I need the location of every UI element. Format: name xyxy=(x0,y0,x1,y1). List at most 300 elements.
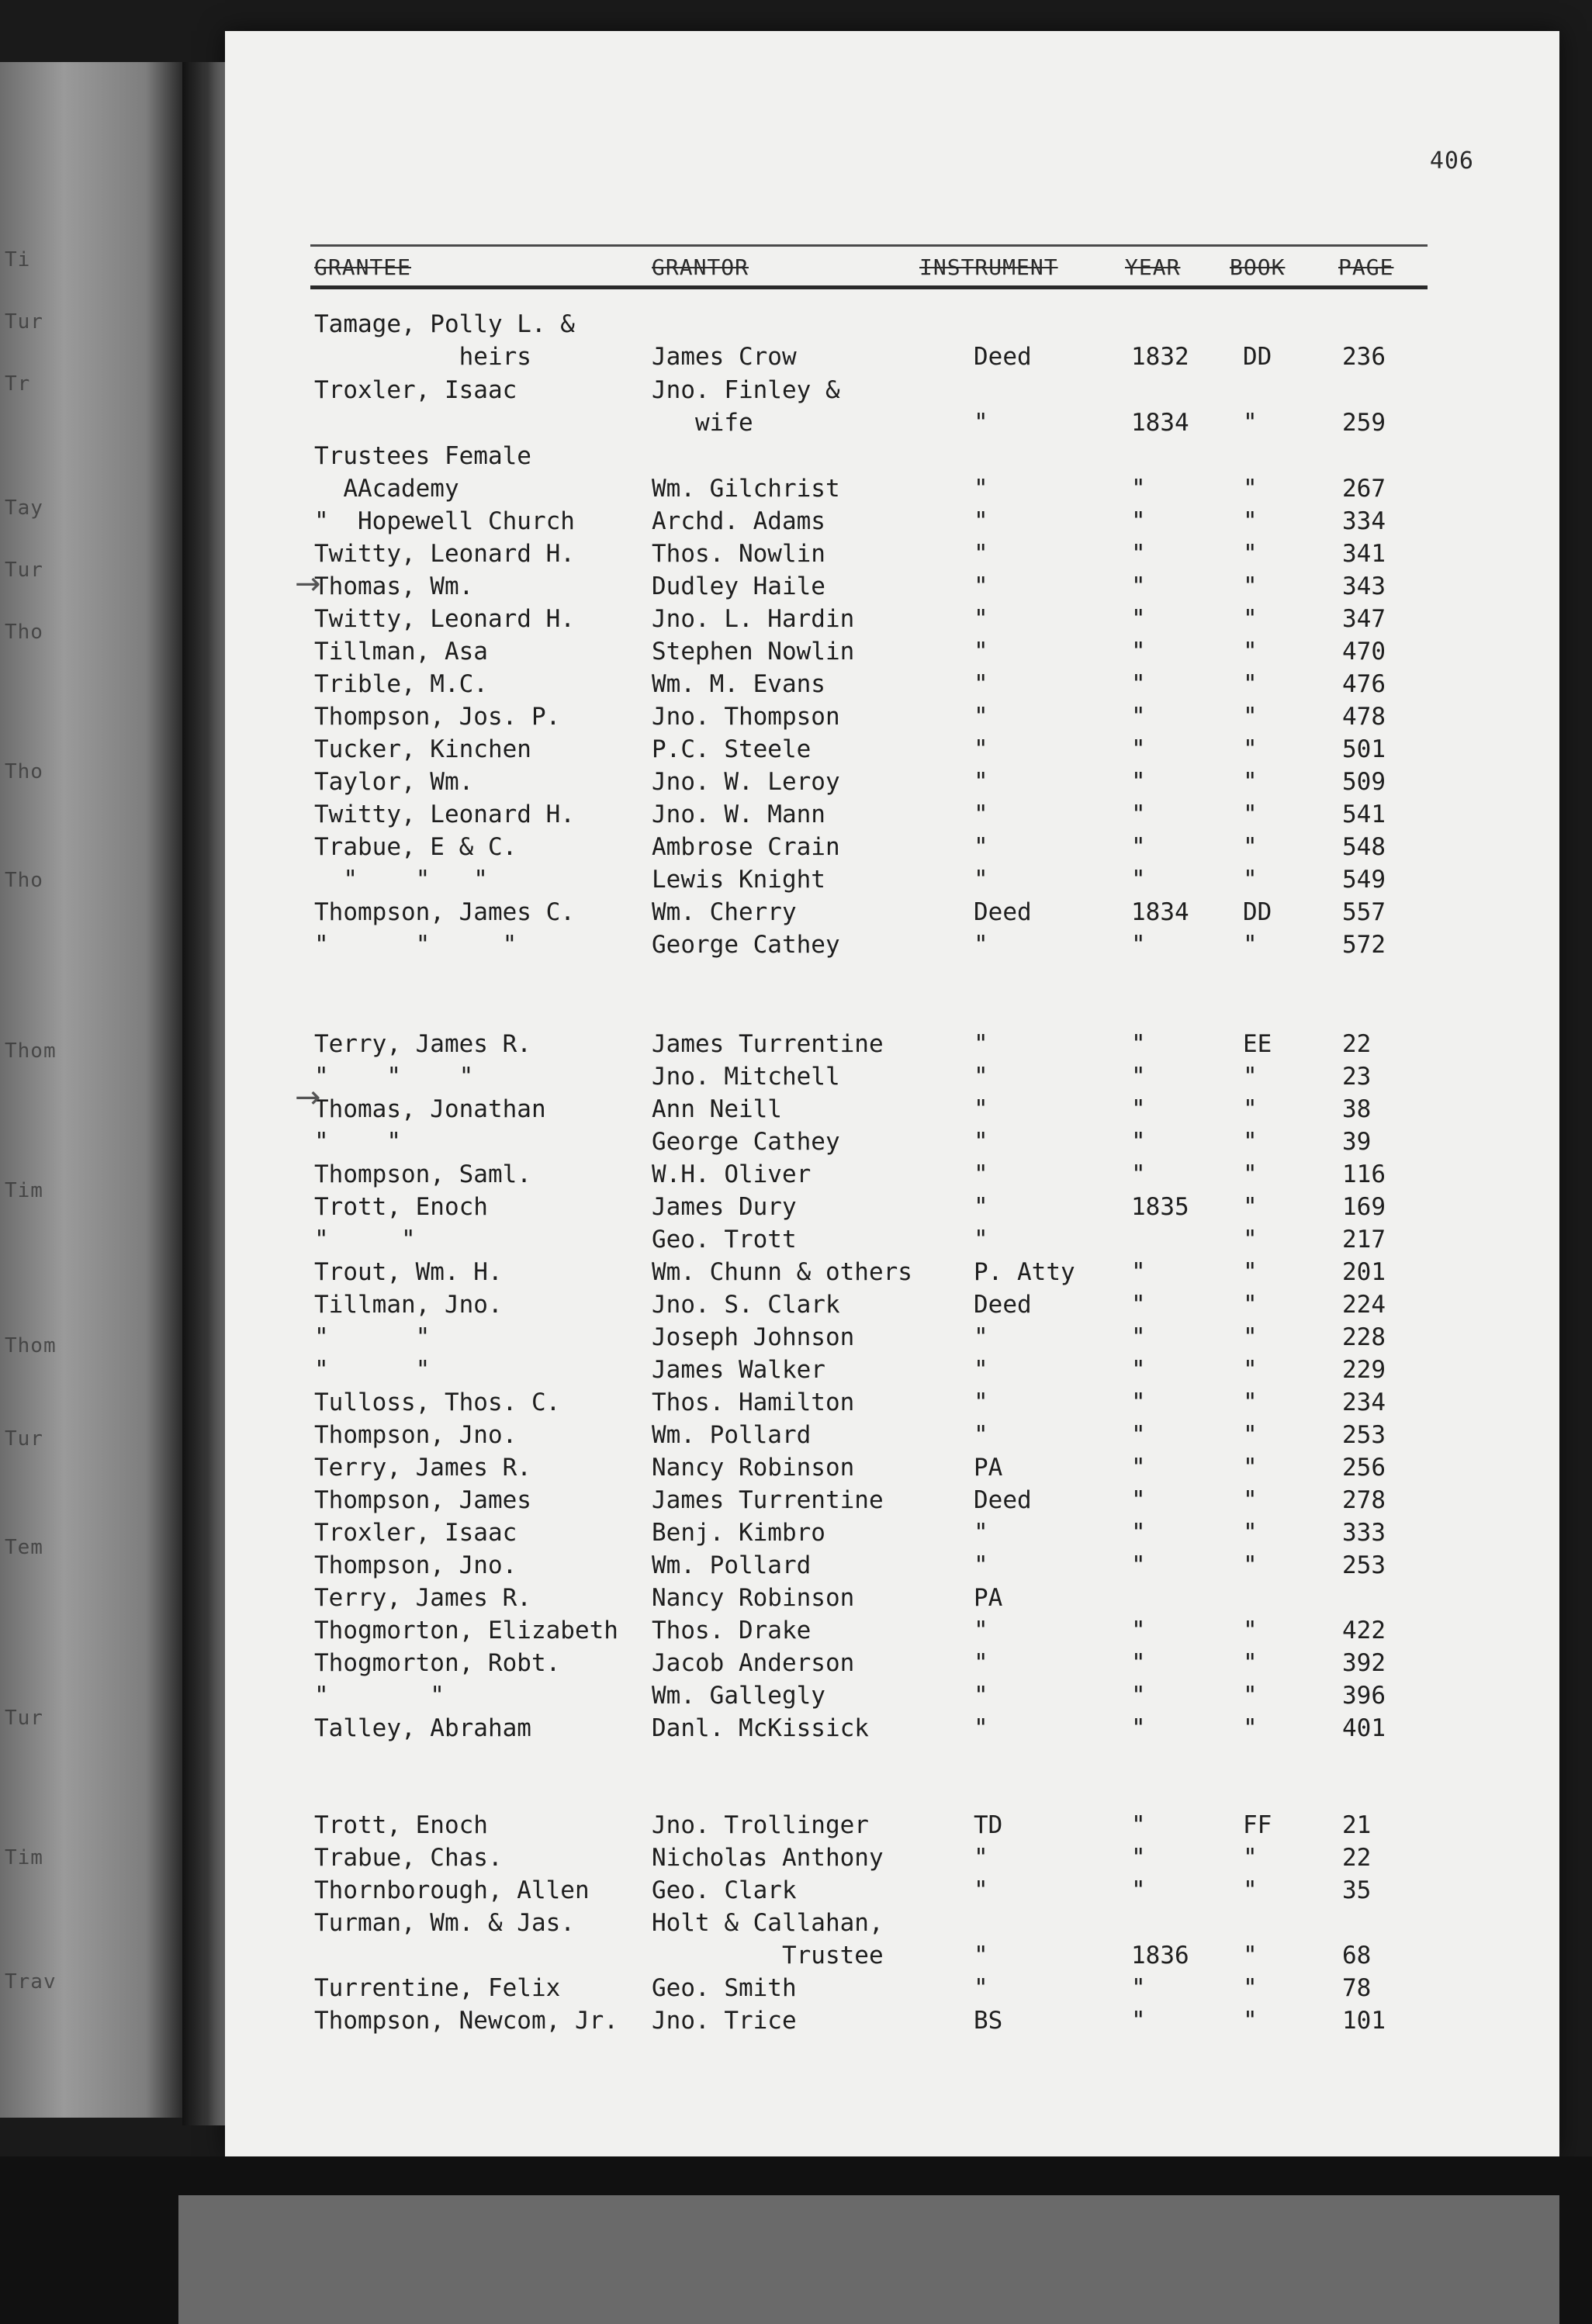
table-row xyxy=(225,670,1559,703)
book-cell: " xyxy=(1243,1876,1258,1904)
year-cell: " xyxy=(1131,1519,1146,1547)
instrument-cell: " xyxy=(974,1193,988,1221)
grantee-cell: " Hopewell Church xyxy=(314,507,575,535)
instrument-cell: " xyxy=(974,540,988,568)
lower-page-strip xyxy=(178,2195,1559,2324)
grantor-cell: Ambrose Crain xyxy=(652,833,840,861)
instrument-cell: " xyxy=(974,572,988,600)
year-cell: " xyxy=(1131,1486,1146,1514)
grantor-cell: Thos. Nowlin xyxy=(652,540,825,568)
year-cell: " xyxy=(1131,1844,1146,1872)
year-cell: " xyxy=(1131,866,1146,894)
grantee-cell: Turman, Wm. & Jas. xyxy=(314,1909,575,1937)
table-row xyxy=(225,1258,1559,1291)
table-row xyxy=(225,1226,1559,1258)
table-row xyxy=(225,1844,1559,1876)
year-cell: " xyxy=(1131,638,1146,666)
table-row xyxy=(225,768,1559,801)
grantor-cell: Wm. Gilchrist xyxy=(652,475,840,503)
instrument-cell: " xyxy=(974,1649,988,1677)
table-row xyxy=(225,540,1559,572)
page-cell: 557 xyxy=(1342,898,1386,926)
year-cell: 1835 xyxy=(1131,1193,1189,1221)
year-cell: 1834 xyxy=(1131,898,1189,926)
grantee-cell: Thompson, James C. xyxy=(314,898,575,926)
grantee-cell: Trabue, Chas. xyxy=(314,1844,503,1872)
year-cell: " xyxy=(1131,1649,1146,1677)
grantor-cell: James Walker xyxy=(652,1356,825,1384)
year-cell: " xyxy=(1131,1617,1146,1644)
instrument-cell: " xyxy=(974,866,988,894)
year-cell: " xyxy=(1131,1974,1146,2002)
grantee-cell: Tamage, Polly L. & xyxy=(314,310,575,338)
grantee-cell: Thomas, Jonathan xyxy=(314,1095,546,1123)
book-cell: " xyxy=(1243,931,1258,959)
page-cell: 224 xyxy=(1342,1291,1386,1319)
book-cell: FF xyxy=(1243,1811,1272,1839)
grantee-cell: Thompson, Jno. xyxy=(314,1421,517,1449)
book-cell: " xyxy=(1243,638,1258,666)
table-row xyxy=(225,507,1559,540)
page-cell: 256 xyxy=(1342,1454,1386,1482)
table-row xyxy=(225,1063,1559,1095)
grantor-cell: Jno. S. Clark xyxy=(652,1291,840,1319)
table-row xyxy=(225,1356,1559,1389)
year-cell: " xyxy=(1131,2007,1146,2035)
instrument-cell: " xyxy=(974,1063,988,1091)
page-cell: 392 xyxy=(1342,1649,1386,1677)
header-grantor: GRANTOR xyxy=(652,254,749,280)
book-cell: " xyxy=(1243,1974,1258,2002)
page-cell: 341 xyxy=(1342,540,1386,568)
instrument-cell: " xyxy=(974,1682,988,1710)
page-cell: 470 xyxy=(1342,638,1386,666)
year-cell: " xyxy=(1131,1714,1146,1742)
year-cell: " xyxy=(1131,605,1146,633)
grantor-cell: Jno. Trice xyxy=(652,2007,797,2035)
grantor-cell: Nancy Robinson xyxy=(652,1454,855,1482)
table-row xyxy=(225,409,1559,441)
grantor-cell: George Cathey xyxy=(652,931,840,959)
book-cell: " xyxy=(1243,833,1258,861)
table-row xyxy=(225,572,1559,605)
book-cell: " xyxy=(1243,1389,1258,1416)
grantor-cell: Thos. Drake xyxy=(652,1617,812,1644)
grantee-cell: Thomas, Wm. xyxy=(314,572,474,600)
year-cell: " xyxy=(1131,572,1146,600)
page-cell: 396 xyxy=(1342,1682,1386,1710)
facing-page-edge: Ti Tur Tr Tay Tur Tho Tho Tho Thom Tim Thom Tur Tem Tur Tim Trav xyxy=(0,62,182,2118)
year-cell: " xyxy=(1131,703,1146,731)
table-row xyxy=(225,1682,1559,1714)
instrument-cell: " xyxy=(974,1160,988,1188)
table-row xyxy=(225,1095,1559,1128)
instrument-cell: " xyxy=(974,409,988,437)
table-row xyxy=(225,1909,1559,1942)
grantee-cell: Terry, James R. xyxy=(314,1454,531,1482)
grantor-cell: Jno. W. Mann xyxy=(652,801,825,828)
grantor-cell: Jno. Trollinger xyxy=(652,1811,869,1839)
year-cell: " xyxy=(1131,931,1146,959)
page-cell: 333 xyxy=(1342,1519,1386,1547)
book-cell: " xyxy=(1243,1454,1258,1482)
table-row xyxy=(225,376,1559,409)
table-row xyxy=(225,442,1559,475)
instrument-cell: " xyxy=(974,1421,988,1449)
grantor-cell: Jno. W. Leroy xyxy=(652,768,840,796)
ledger-page xyxy=(225,31,1559,2156)
grantee-cell: " " xyxy=(314,1323,431,1351)
grantor-cell: Geo. Trott xyxy=(652,1226,797,1254)
grantor-cell: Joseph Johnson xyxy=(652,1323,855,1351)
year-cell: " xyxy=(1131,1876,1146,1904)
grantee-cell: Thogmorton, Robt. xyxy=(314,1649,561,1677)
instrument-cell: Deed xyxy=(974,1486,1032,1514)
grantee-cell: Trout, Wm. H. xyxy=(314,1258,503,1286)
grantor-cell: Nicholas Anthony xyxy=(652,1844,884,1872)
grantee-cell: Tucker, Kinchen xyxy=(314,735,531,763)
page-cell: 101 xyxy=(1342,2007,1386,2035)
instrument-cell: " xyxy=(974,638,988,666)
year-cell: " xyxy=(1131,1682,1146,1710)
grantor-cell: Holt & Callahan, xyxy=(652,1909,884,1937)
instrument-cell: PA xyxy=(974,1584,1003,1612)
grantor-cell: Thos. Hamilton xyxy=(652,1389,855,1416)
table-row xyxy=(225,1454,1559,1486)
grantor-cell: Dudley Haile xyxy=(652,572,825,600)
book-cell: " xyxy=(1243,1356,1258,1384)
year-cell: " xyxy=(1131,1323,1146,1351)
table-row xyxy=(225,1649,1559,1682)
grantor-cell: Geo. Clark xyxy=(652,1876,797,1904)
table-row xyxy=(225,703,1559,735)
page-number: 406 xyxy=(1429,147,1474,175)
grantor-cell: Nancy Robinson xyxy=(652,1584,855,1612)
page-cell: 229 xyxy=(1342,1356,1386,1384)
instrument-cell: PA xyxy=(974,1454,1003,1482)
instrument-cell: Deed xyxy=(974,1291,1032,1319)
year-cell: " xyxy=(1131,1095,1146,1123)
page-cell: 422 xyxy=(1342,1617,1386,1644)
grantee-cell: Thompson, Saml. xyxy=(314,1160,531,1188)
grantor-cell: Wm. M. Evans xyxy=(652,670,825,698)
grantee-cell: Thompson, Jno. xyxy=(314,1551,517,1579)
grantee-cell: " " xyxy=(314,1682,445,1710)
year-cell: 1832 xyxy=(1131,343,1189,371)
grantee-cell: Thompson, James xyxy=(314,1486,531,1514)
page-cell: 259 xyxy=(1342,409,1386,437)
table-row xyxy=(225,1193,1559,1226)
grantor-cell: Stephen Nowlin xyxy=(652,638,855,666)
page-cell: 68 xyxy=(1342,1942,1372,1970)
year-cell: " xyxy=(1131,768,1146,796)
grantor-cell: Wm. Cherry xyxy=(652,898,797,926)
header-page: PAGE xyxy=(1338,254,1394,280)
year-cell: " xyxy=(1131,475,1146,503)
book-cell: " xyxy=(1243,1291,1258,1319)
page-cell: 253 xyxy=(1342,1551,1386,1579)
hand-drawn-arrow-1: → xyxy=(295,566,321,602)
grantor-cell: James Dury xyxy=(652,1193,797,1221)
instrument-cell: " xyxy=(974,1389,988,1416)
page-cell: 39 xyxy=(1342,1128,1372,1156)
grantee-cell: Twitty, Leonard H. xyxy=(314,540,575,568)
book-cell: " xyxy=(1243,507,1258,535)
grantee-cell: heirs xyxy=(314,343,531,371)
grantee-cell: AAcademy xyxy=(314,475,459,503)
grantee-cell: Terry, James R. xyxy=(314,1584,531,1612)
year-cell: " xyxy=(1131,1421,1146,1449)
table-row xyxy=(225,1714,1559,1747)
book-cell: DD xyxy=(1243,898,1272,926)
grantee-cell: Trible, M.C. xyxy=(314,670,488,698)
book-cell: " xyxy=(1243,1942,1258,1970)
grantee-cell: " " " xyxy=(314,931,517,959)
page-cell: 548 xyxy=(1342,833,1386,861)
page-cell: 501 xyxy=(1342,735,1386,763)
grantee-cell: Tillman, Asa xyxy=(314,638,488,666)
book-cell: " xyxy=(1243,1258,1258,1286)
grantor-cell: Jno. Thompson xyxy=(652,703,840,731)
book-cell: " xyxy=(1243,801,1258,828)
page-cell: 478 xyxy=(1342,703,1386,731)
page-cell: 347 xyxy=(1342,605,1386,633)
page-cell: 169 xyxy=(1342,1193,1386,1221)
instrument-cell: " xyxy=(974,1551,988,1579)
book-cell: " xyxy=(1243,2007,1258,2035)
page-cell: 35 xyxy=(1342,1876,1372,1904)
grantor-cell: P.C. Steele xyxy=(652,735,812,763)
table-row xyxy=(225,735,1559,768)
table-row xyxy=(225,898,1559,931)
grantee-cell: " " xyxy=(314,1226,416,1254)
instrument-cell: " xyxy=(974,1974,988,2002)
instrument-cell: " xyxy=(974,703,988,731)
book-cell: " xyxy=(1243,1486,1258,1514)
grantor-cell: Archd. Adams xyxy=(652,507,825,535)
page-cell: 476 xyxy=(1342,670,1386,698)
header-year: YEAR xyxy=(1125,254,1181,280)
book-cell: " xyxy=(1243,1128,1258,1156)
grantee-cell: Terry, James R. xyxy=(314,1030,531,1058)
page-cell: 334 xyxy=(1342,507,1386,535)
book-cell: " xyxy=(1243,1551,1258,1579)
year-cell: " xyxy=(1131,1811,1146,1839)
book-cell: " xyxy=(1243,605,1258,633)
instrument-cell: " xyxy=(974,605,988,633)
book-cell: " xyxy=(1243,703,1258,731)
grantor-cell: Trustee xyxy=(652,1942,884,1970)
table-row xyxy=(225,1551,1559,1584)
page-cell: 401 xyxy=(1342,1714,1386,1742)
page-cell: 509 xyxy=(1342,768,1386,796)
book-cell: " xyxy=(1243,1844,1258,1872)
table-row xyxy=(225,1584,1559,1617)
year-cell: " xyxy=(1131,670,1146,698)
book-cell: " xyxy=(1243,1063,1258,1091)
header-instrument: INSTRUMENT xyxy=(919,254,1058,280)
grantor-cell: Jno. Mitchell xyxy=(652,1063,840,1091)
year-cell: " xyxy=(1131,1030,1146,1058)
instrument-cell: TD xyxy=(974,1811,1003,1839)
grantor-cell: wife xyxy=(652,409,753,437)
grantee-cell: Talley, Abraham xyxy=(314,1714,531,1742)
grantor-cell: Lewis Knight xyxy=(652,866,825,894)
book-cell: " xyxy=(1243,475,1258,503)
grantee-cell: Tillman, Jno. xyxy=(314,1291,503,1319)
grantor-cell: Wm. Pollard xyxy=(652,1421,812,1449)
page-cell: 343 xyxy=(1342,572,1386,600)
header-grantee: GRANTEE xyxy=(314,254,412,280)
page-cell: 541 xyxy=(1342,801,1386,828)
book-cell: " xyxy=(1243,1714,1258,1742)
page-cell: 201 xyxy=(1342,1258,1386,1286)
year-cell: " xyxy=(1131,735,1146,763)
grantee-cell: Twitty, Leonard H. xyxy=(314,801,575,828)
page-cell: 78 xyxy=(1342,1974,1372,2002)
table-row xyxy=(225,931,1559,963)
year-cell: " xyxy=(1131,1356,1146,1384)
page-cell: 267 xyxy=(1342,475,1386,503)
instrument-cell: " xyxy=(974,1226,988,1254)
grantee-cell: Troxler, Isaac xyxy=(314,1519,517,1547)
hand-drawn-arrow-2: → xyxy=(295,1080,321,1115)
instrument-cell: " xyxy=(974,1323,988,1351)
table-row xyxy=(225,1291,1559,1323)
instrument-cell: " xyxy=(974,1030,988,1058)
grantee-cell: Turrentine, Felix xyxy=(314,1974,561,2002)
book-cell: " xyxy=(1243,1193,1258,1221)
table-row xyxy=(225,1811,1559,1844)
book-cell: " xyxy=(1243,768,1258,796)
grantor-cell: Wm. Chunn & others xyxy=(652,1258,912,1286)
table-row xyxy=(225,866,1559,898)
book-cell: " xyxy=(1243,1323,1258,1351)
page-cell: 253 xyxy=(1342,1421,1386,1449)
grantor-cell: James Turrentine xyxy=(652,1486,884,1514)
grantee-cell: Trott, Enoch xyxy=(314,1193,488,1221)
page-cell: 22 xyxy=(1342,1844,1372,1872)
instrument-cell: " xyxy=(974,1128,988,1156)
table-row xyxy=(225,1617,1559,1649)
grantee-cell: Tulloss, Thos. C. xyxy=(314,1389,561,1416)
instrument-cell: " xyxy=(974,1095,988,1123)
page-cell: 572 xyxy=(1342,931,1386,959)
grantor-cell: Ann Neill xyxy=(652,1095,782,1123)
grantee-cell: " " xyxy=(314,1356,431,1384)
book-cell: " xyxy=(1243,1519,1258,1547)
grantee-cell: Trott, Enoch xyxy=(314,1811,488,1839)
year-cell: " xyxy=(1131,1291,1146,1319)
book-cell: " xyxy=(1243,540,1258,568)
table-row xyxy=(225,1160,1559,1193)
grantor-cell: Jno. L. Hardin xyxy=(652,605,855,633)
instrument-cell: Deed xyxy=(974,898,1032,926)
instrument-cell: Deed xyxy=(974,343,1032,371)
book-cell: " xyxy=(1243,1160,1258,1188)
instrument-cell: " xyxy=(974,475,988,503)
book-cell: " xyxy=(1243,735,1258,763)
instrument-cell: " xyxy=(974,1617,988,1644)
instrument-cell: BS xyxy=(974,2007,1003,2035)
header-book: BOOK xyxy=(1230,254,1286,280)
table-row xyxy=(225,638,1559,670)
instrument-cell: " xyxy=(974,1942,988,1970)
table-row xyxy=(225,1389,1559,1421)
table-row xyxy=(225,1519,1559,1551)
year-cell: 1834 xyxy=(1131,409,1189,437)
table-row xyxy=(225,1876,1559,1909)
grantee-cell: Thornborough, Allen xyxy=(314,1876,590,1904)
page-cell: 22 xyxy=(1342,1030,1372,1058)
grantee-cell: Taylor, Wm. xyxy=(314,768,474,796)
grantee-cell: Twitty, Leonard H. xyxy=(314,605,575,633)
instrument-cell: " xyxy=(974,735,988,763)
table-row xyxy=(225,1486,1559,1519)
grantee-cell: " " xyxy=(314,1128,401,1156)
table-row xyxy=(225,833,1559,866)
grantee-cell: Thompson, Newcom, Jr. xyxy=(314,2007,618,2035)
table-row xyxy=(225,1030,1559,1063)
grantor-cell: Jno. Finley & xyxy=(652,376,840,404)
instrument-cell: " xyxy=(974,768,988,796)
book-cell: " xyxy=(1243,572,1258,600)
table-row xyxy=(225,801,1559,833)
grantor-cell: James Turrentine xyxy=(652,1030,884,1058)
grantor-cell: W.H. Oliver xyxy=(652,1160,812,1188)
table-row xyxy=(225,475,1559,507)
book-cell: DD xyxy=(1243,343,1272,371)
year-cell: " xyxy=(1131,1258,1146,1286)
grantee-cell: Trabue, E & C. xyxy=(314,833,517,861)
book-cell: " xyxy=(1243,1682,1258,1710)
book-cell: " xyxy=(1243,1226,1258,1254)
page-cell: 549 xyxy=(1342,866,1386,894)
instrument-cell: " xyxy=(974,931,988,959)
grantee-cell: Thogmorton, Elizabeth xyxy=(314,1617,618,1644)
instrument-cell: " xyxy=(974,507,988,535)
year-cell: " xyxy=(1131,540,1146,568)
instrument-cell: " xyxy=(974,670,988,698)
grantee-cell: " " " xyxy=(314,866,488,894)
year-cell: " xyxy=(1131,1551,1146,1579)
book-cell: EE xyxy=(1243,1030,1272,1058)
year-cell: " xyxy=(1131,833,1146,861)
grantee-cell: Thompson, Jos. P. xyxy=(314,703,561,731)
page-cell: 278 xyxy=(1342,1486,1386,1514)
grantor-cell: James Crow xyxy=(652,343,797,371)
page-cell: 23 xyxy=(1342,1063,1372,1091)
book-cell: " xyxy=(1243,866,1258,894)
year-cell: " xyxy=(1131,1063,1146,1091)
book-cell: " xyxy=(1243,1617,1258,1644)
instrument-cell: " xyxy=(974,1356,988,1384)
page-cell: 236 xyxy=(1342,343,1386,371)
ledger-rows xyxy=(225,31,1559,2156)
year-cell: " xyxy=(1131,1389,1146,1416)
table-row xyxy=(225,1323,1559,1356)
table-row xyxy=(225,310,1559,343)
grantor-cell: Wm. Gallegly xyxy=(652,1682,825,1710)
year-cell: " xyxy=(1131,507,1146,535)
book-cell: " xyxy=(1243,409,1258,437)
year-cell: 1836 xyxy=(1131,1942,1189,1970)
year-cell: " xyxy=(1131,1454,1146,1482)
grantor-cell: Wm. Pollard xyxy=(652,1551,812,1579)
grantor-cell: Jacob Anderson xyxy=(652,1649,855,1677)
instrument-cell: " xyxy=(974,801,988,828)
instrument-cell: " xyxy=(974,833,988,861)
